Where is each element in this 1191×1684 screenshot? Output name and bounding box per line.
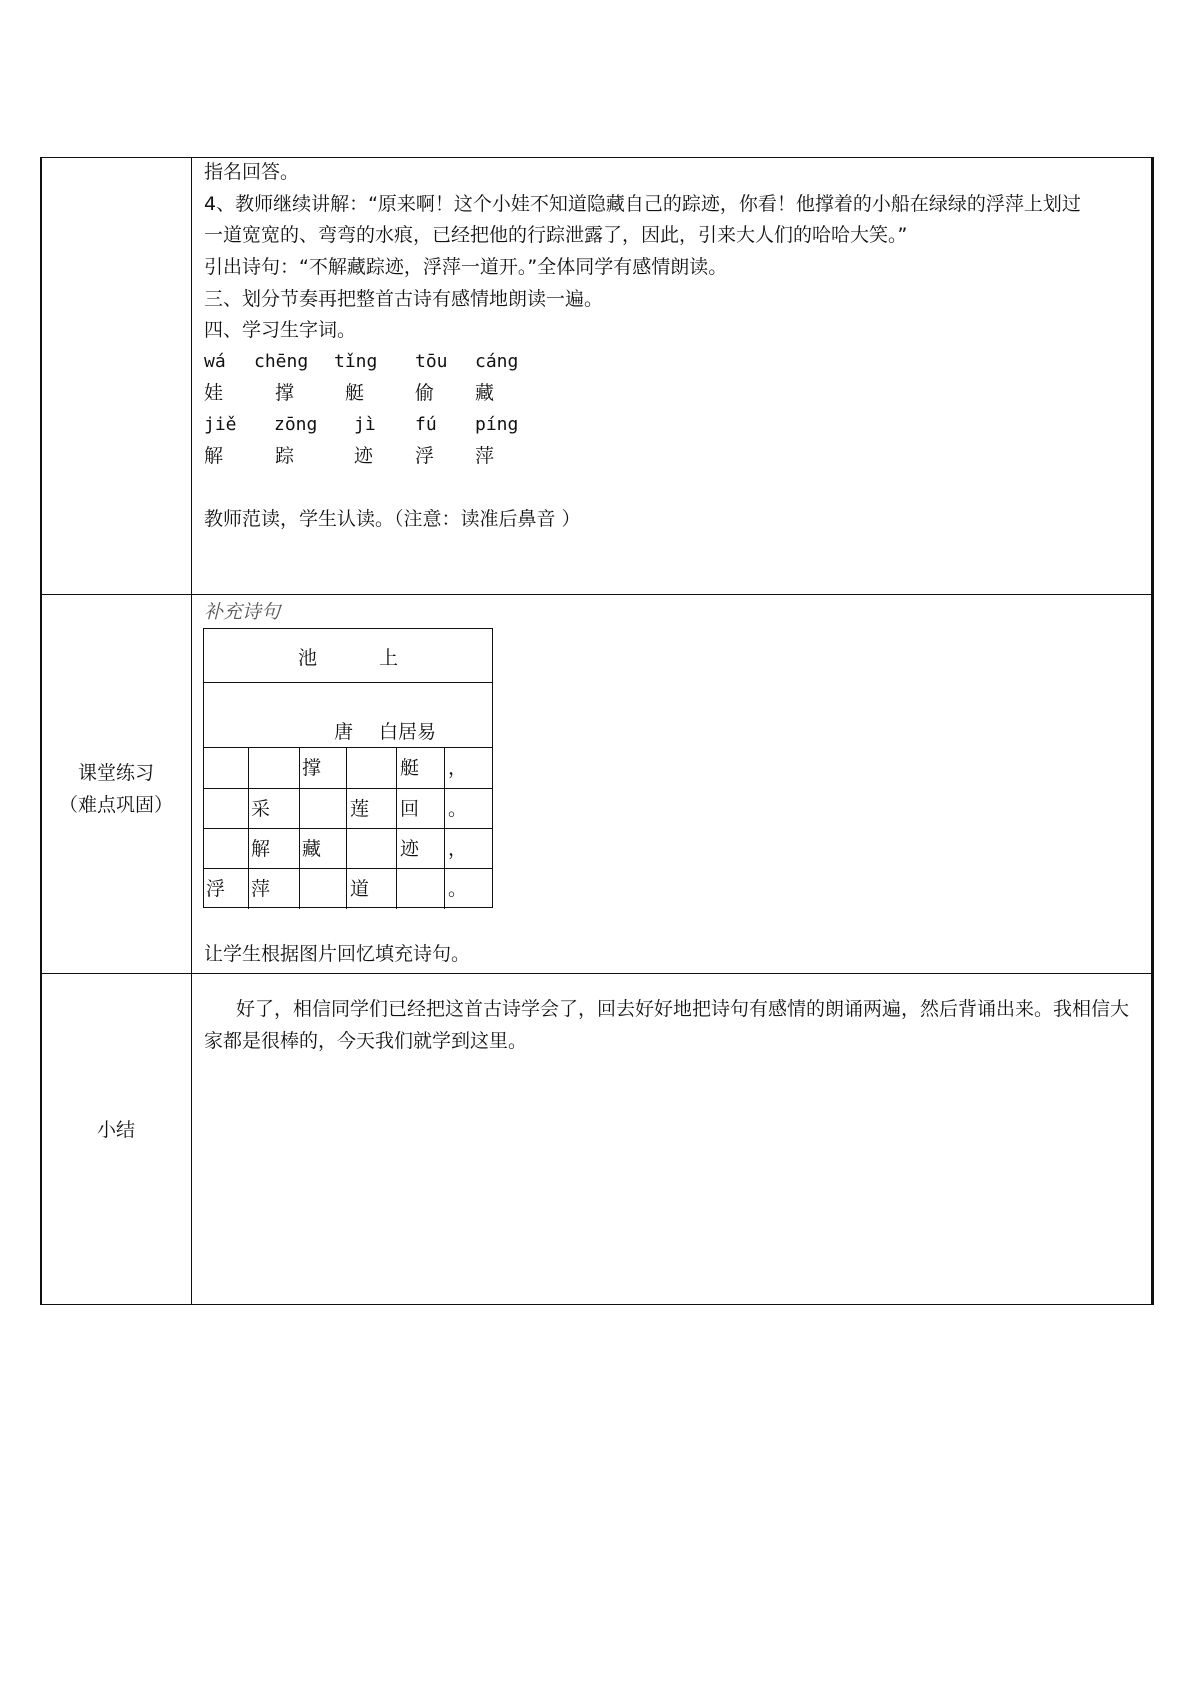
poem-cell: ， <box>448 838 468 860</box>
practice-heading: 补充诗句 <box>204 601 281 623</box>
poem-title-char: 上 <box>379 647 399 669</box>
poem-grid-line <box>444 747 445 909</box>
poem-cell: 解 <box>251 838 271 860</box>
pinyin: jiě <box>204 414 237 435</box>
poem-cell: 浮 <box>206 878 226 900</box>
pinyin: jì <box>354 414 376 435</box>
content-line-6: 四、学习生字词。 <box>204 319 357 341</box>
vocab-char: 艇 <box>345 382 365 404</box>
poem-cell: 。 <box>448 798 468 820</box>
pinyin: cáng <box>475 351 519 372</box>
poem-cell: 。 <box>448 878 468 900</box>
table-row-divider-2 <box>40 973 1154 974</box>
poem-grid-line <box>299 747 300 909</box>
vocab-char: 偷 <box>415 382 435 404</box>
teacher-note: 教师范读，学生认读。（注意：读准后鼻音 ） <box>204 508 581 530</box>
pinyin: tōu <box>415 351 448 372</box>
vocab-char: 解 <box>204 445 224 467</box>
table-row-divider-1 <box>40 594 1154 595</box>
poem-grid-line <box>396 747 397 909</box>
pinyin: píng <box>475 414 519 435</box>
poem-grid <box>203 628 493 908</box>
poem-author: 白居易 <box>379 721 437 743</box>
content-line-2: 4、教师继续讲解：“原来啊！这个小娃不知道隐藏自己的踪迹，你看！他撑着的小船在绿绿的浮萍上划过 <box>204 193 1081 215</box>
practice-label-line1: 课堂练习 <box>77 762 154 784</box>
poem-title-char: 池 <box>297 647 317 669</box>
vocab-char: 浮 <box>415 445 435 467</box>
summary-label: 小结 <box>96 1119 135 1141</box>
poem-cell: 艇 <box>400 757 420 779</box>
poem-dynasty: 唐 <box>334 721 354 743</box>
table-border-bottom <box>40 1304 1154 1305</box>
content-line-3: 一道宽宽的、弯弯的水痕，已经把他的行踪泄露了，因此，引来大人们的哈哈大笑。” <box>204 224 908 246</box>
vocab-char: 萍 <box>475 445 495 467</box>
poem-grid-line <box>204 682 492 683</box>
poem-cell: 藏 <box>302 838 322 860</box>
vocab-char: 迹 <box>354 445 374 467</box>
poem-cell: 莲 <box>350 798 370 820</box>
pinyin: wá <box>204 351 226 372</box>
vocab-char: 撑 <box>275 382 295 404</box>
poem-title <box>204 643 492 670</box>
content-line-1: 指名回答。 <box>204 161 300 183</box>
poem-cell: 采 <box>251 798 271 820</box>
poem-cell: ， <box>448 757 468 779</box>
practice-label <box>40 757 192 821</box>
poem-grid-line <box>346 747 347 909</box>
pinyin: zōng <box>274 414 318 435</box>
vocab-char: 踪 <box>275 445 295 467</box>
pinyin: chēng <box>254 351 309 372</box>
poem-cell: 道 <box>350 878 370 900</box>
poem-cell: 回 <box>400 798 420 820</box>
vocab-char: 娃 <box>204 382 224 404</box>
summary-text: 好了，相信同学们已经把这首古诗学会了，回去好好地把诗句有感情的朗诵两遍，然后背诵出来。我相信大家都是很棒的，今天我们就学到这里。 <box>204 998 1130 1052</box>
vocab-char: 藏 <box>475 382 495 404</box>
practice-label-line2: （难点巩固） <box>58 794 173 816</box>
poem-cell: 撑 <box>302 757 322 779</box>
poem-cell: 迹 <box>400 838 420 860</box>
poem-cell: 萍 <box>251 878 271 900</box>
content-line-4: 引出诗句：“不解藏踪迹，浮萍一道开。”全体同学有感情朗读。 <box>204 256 728 278</box>
poem-author-line <box>334 717 436 744</box>
pinyin: fú <box>415 414 437 435</box>
poem-grid-line <box>248 747 249 909</box>
pinyin: tǐng <box>334 351 378 372</box>
table-border-right <box>1151 157 1154 1305</box>
practice-instruction: 让学生根据图片回忆填充诗句。 <box>204 943 471 965</box>
content-line-5: 三、划分节奏再把整首古诗有感情地朗读一遍。 <box>204 288 604 310</box>
